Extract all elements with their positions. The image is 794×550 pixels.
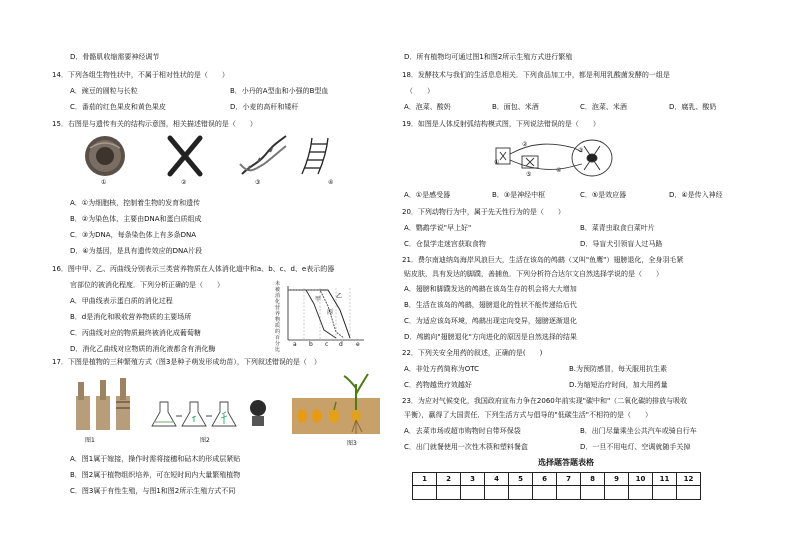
q20-stem: 20．下列动物行为中，属于先天性行为的是（ ）: [402, 208, 565, 216]
answer-number: 1: [413, 473, 437, 486]
left-column: [52, 0, 424, 550]
q22-option-a: A．非处方药简称为OTC: [404, 365, 480, 373]
reflex-label-4: ④: [556, 167, 562, 174]
q20-option-c: C．仓鼠学走迷宫获取食物: [404, 240, 486, 248]
digestion-chart: [284, 284, 366, 346]
xtick-e: e: [356, 341, 360, 348]
answer-number: 5: [509, 473, 533, 486]
q21-option-b: B．生活在该岛的鸬鹚，翅膀退化的性状不能传递给后代: [404, 301, 577, 309]
xtick-b: b: [309, 341, 313, 348]
q23-option-c: C．出门就餐使用一次性木筷和塑料餐盒: [404, 443, 528, 451]
q18-paren: （ ）: [406, 87, 434, 95]
answer-cell[interactable]: [485, 486, 509, 500]
answer-cell[interactable]: [557, 486, 581, 500]
q14-stem: 14．下列各组生物性状中，不属于相对性状的是（ ）: [52, 71, 229, 79]
reflex-label-2: ②: [522, 141, 528, 148]
answer-number: 10: [629, 473, 653, 486]
q19-option-b: B．③是神经中枢: [492, 191, 546, 199]
answer-table-header: [413, 473, 701, 486]
answer-number: 12: [677, 473, 701, 486]
answer-number: 11: [653, 473, 677, 486]
q18-stem: 18．发酵技术与我们的生活息息相关．下列食品加工中，都是利用乳酸菌发酵的一组是: [402, 71, 670, 79]
q17-option-d: D．所有植物均可通过图1和图2所示生殖方式进行繁殖: [404, 53, 573, 61]
genetics-structure-figure: [80, 134, 330, 190]
q15-label-1: ①: [101, 179, 107, 186]
answer-cell[interactable]: [653, 486, 677, 500]
q19-option-c: C．⑤是效应器: [580, 191, 627, 199]
q20-option-b: B．菜青虫取食白菜叶片: [580, 224, 655, 232]
curve-label-jia: 甲: [315, 296, 322, 303]
gene-image: [302, 138, 328, 174]
q16-option-c: C．丙曲线对应的物质最终被消化成葡萄糖: [70, 329, 201, 337]
reflex-label-1: ①: [494, 159, 500, 166]
answer-number: 8: [581, 473, 605, 486]
q18-option-a: A．泡菜、酸奶: [404, 103, 451, 111]
answer-number: 2: [437, 473, 461, 486]
q13-option-d: D．骨骼肌收缩需要神经调节: [70, 53, 160, 61]
fig1-label: 图1: [85, 437, 95, 444]
grafting-image: [76, 378, 130, 430]
answer-cell[interactable]: [677, 486, 701, 500]
reflex-label-3: ③: [578, 147, 584, 154]
answer-table-input-row[interactable]: [413, 486, 701, 500]
q21-stem-line2: 贴皮肤，具有发达的脚蹼，善捕鱼．下列分析符合达尔文自然选择学说的是（ ）: [404, 270, 663, 278]
xtick-c: c: [325, 341, 329, 348]
q15-stem: 15．右图是与遗传有关的结构示意图，相关描述错误的是（ ）: [52, 120, 257, 128]
reflex-arc-figure: [492, 134, 632, 184]
q14-option-b: B．小丹的A型血和小强的B型血: [230, 87, 329, 95]
answer-cell[interactable]: [509, 486, 533, 500]
q20-option-d: D．导盲犬引领盲人过马路: [580, 240, 663, 248]
fig2-label: 图2: [200, 437, 210, 444]
q14-option-c: C．番茄的红色果皮和黄色果皮: [70, 103, 166, 111]
q18-option-c: C．泡菜、米酒: [580, 103, 627, 111]
answer-number: 6: [533, 473, 557, 486]
q15-option-b: B．②为染色体，主要由DNA和蛋白质组成: [70, 215, 202, 223]
answer-table: [412, 472, 701, 500]
q15-label-4: ④: [328, 179, 334, 186]
xtick-a: a: [293, 341, 297, 348]
cell-image: [85, 136, 125, 176]
tissue-culture-image: [152, 400, 266, 426]
q18-option-d: D．腐乳、酸奶: [669, 103, 717, 111]
q21-stem-line1: 21．费尔南迪纳岛海岸风浪巨大，生活在该岛的鸬鹚（又叫"鱼鹰"）翅膀退化，全身羽毛紧: [402, 256, 684, 264]
q20-option-a: A．鹦鹉学说"早上好": [404, 224, 472, 232]
fig3-label: 图3: [347, 440, 357, 447]
q23-option-b: B．出门尽量乘坐公共汽车或骑自行车: [580, 427, 697, 435]
q15-label-3: ③: [255, 179, 261, 186]
dna-image: [240, 136, 286, 174]
answer-cell[interactable]: [629, 486, 653, 500]
q15-option-d: D．④为基因，是具有遗传效应的DNA片段: [70, 247, 203, 255]
q16-option-a: A．甲曲线表示蛋白质的消化过程: [70, 297, 173, 305]
q22-option-c: C．药物越贵疗效越好: [404, 381, 472, 389]
curve-label-bing: 丙: [327, 309, 334, 316]
answer-cell[interactable]: [605, 486, 629, 500]
q17-option-b: B．图2属于植物组织培养，可在短时间内大量繁殖植物: [70, 471, 241, 479]
chromosome-image: [170, 138, 200, 174]
q17-stem: 17．下图是植物的三种繁殖方式（图3是种子萌发形成幼苗），下列叙述错误的是（ ）: [52, 358, 321, 366]
q19-stem: 19．如图是人体反射弧结构模式图，下列说法错误的是（ ）: [402, 120, 600, 128]
answer-number: 4: [485, 473, 509, 486]
answer-cell[interactable]: [461, 486, 485, 500]
q19-option-a: A．①是感受器: [404, 191, 451, 199]
q22-stem: 22．下列关安全用药的叙述，正确的是( ): [402, 349, 543, 357]
answer-number: 3: [461, 473, 485, 486]
q18-option-b: B．面包、米酒: [492, 103, 539, 111]
q23-stem-line2: 平衡），赢得了大国责任．下列生活方式与倡导的"低碳生活"不相符的是（ ）: [404, 411, 652, 419]
answer-number: 9: [605, 473, 629, 486]
q17-option-a: A．图1属于嫁接，操作时需将接穗和砧木的形成层紧贴: [70, 455, 241, 463]
q23-stem-line1: 23．为应对气候变化，我国政府宣布力争在2060年前实现"碳中和"（二氧化碳的排放与吸收: [402, 397, 688, 405]
q16-stem-line1: 16．图中甲、乙、丙曲线分别表示三类营养物质在人体消化道中和a、b、c、d、e表示的器: [52, 265, 335, 273]
germination-image: [292, 374, 380, 434]
reflex-label-5: ⑤: [526, 171, 532, 178]
answer-number: 7: [557, 473, 581, 486]
answer-cell[interactable]: [437, 486, 461, 500]
q21-option-c: C．为适应该岛环境，鸬鹚出现定向变异，翅膀逐渐退化: [404, 317, 577, 325]
q21-option-d: D．鸬鹚向"翅膀退化"方向进化的原因是自然选择的结果: [404, 333, 577, 341]
answer-table-title: 选择题答题表格: [538, 458, 594, 467]
q15-option-a: A．①为细胞核，控制着生物的发育和遗传: [70, 199, 201, 207]
q23-option-a: A．去菜市场或超市购物时自带环保袋: [404, 427, 521, 435]
q22-option-b: B.为预防感冒，每天服用抗生素: [569, 365, 668, 373]
right-column: [404, 0, 776, 550]
q14-option-d: D．小麦的高秆和矮秆: [230, 103, 299, 111]
q15-label-2: ②: [181, 179, 187, 186]
answer-cell[interactable]: [413, 486, 437, 500]
q23-option-d: D．一旦不用电灯、空调就随手关掉: [580, 443, 691, 451]
q21-option-a: A．翅膀和脚蹼发达的鸬鹚在该岛生存的机会将大大增加: [404, 285, 577, 293]
q16-option-d: D．消化乙曲线对应物质的消化液都含有消化酶: [70, 345, 216, 353]
q15-option-c: C．③为DNA，每条染色体上有多条DNA: [70, 231, 196, 239]
q14-option-a: A．豌豆的圆粒与长粒: [70, 87, 138, 95]
q16-stem-line2: 官部位的被消化程度．下列分析正确的是（ ）: [70, 281, 224, 289]
curve-label-yi: 乙: [336, 293, 343, 300]
plant-reproduction-figures: [72, 372, 382, 438]
xtick-d: d: [339, 341, 343, 348]
q22-option-d: D.为缩短治疗时间，加大用药量: [569, 381, 668, 389]
q17-option-c: C．图3属于有性生殖，与图1和图2所示生殖方式不同: [70, 487, 236, 495]
digestion-chart-ylabel: 未被消化营养物质的百分比: [275, 281, 281, 353]
answer-cell[interactable]: [581, 486, 605, 500]
q16-option-b: B．d是消化和吸收营养物质的主要场所: [70, 313, 192, 321]
q19-option-d: D．④是传入神经: [669, 191, 723, 199]
answer-cell[interactable]: [533, 486, 557, 500]
